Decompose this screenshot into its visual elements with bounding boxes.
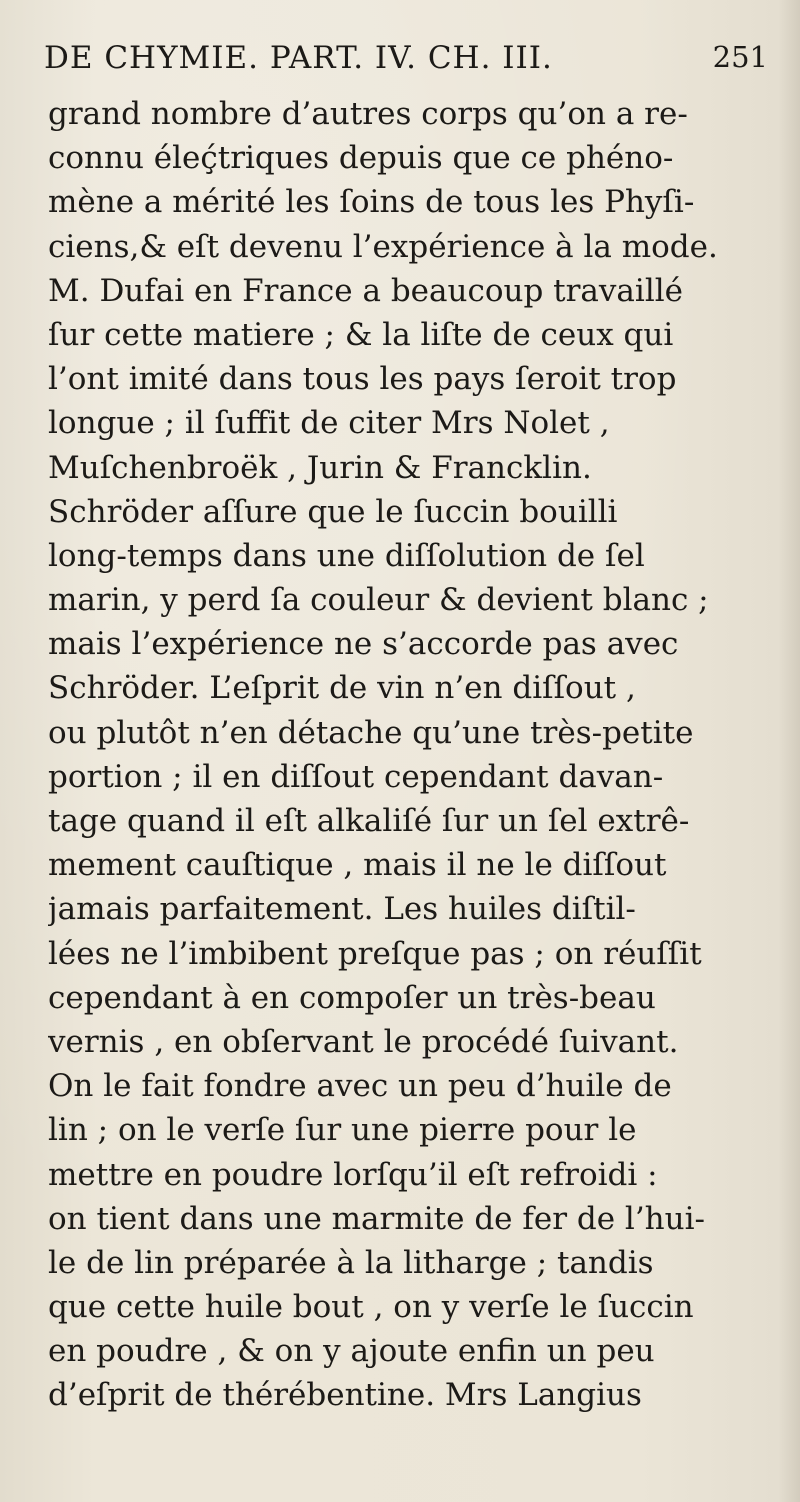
- page-number: 251: [712, 40, 768, 74]
- text-line: l’ont imité dans tous les pays ſeroit trop: [48, 361, 677, 398]
- text-line: d’eſprit de thérébentine. Mrs Langius: [48, 1377, 642, 1414]
- text-line: mettre en poudre lorſqu’il eſt refroidi :: [48, 1156, 658, 1193]
- text-line: Schröder aſſure que le ſuccin bouilli: [48, 493, 618, 530]
- text-line: long-temps dans une diſſolution de ſel: [48, 537, 645, 574]
- text-line: cependant à en compoſer un très-beau: [48, 979, 656, 1016]
- text-line: mène a mérité les ſoins de tous les Phyſi-: [48, 184, 695, 221]
- text-line: en poudre , & on y ajoute enfin un peu: [48, 1333, 655, 1370]
- text-line: longue ; il ſuffit de citer Mrs Nolet ,: [48, 405, 610, 442]
- text-line: tage quand il eſt alkaliſé ſur un ſel extrê-: [48, 803, 690, 839]
- running-head: DE CHYMIE. PART. IV. CH. III.: [44, 40, 553, 76]
- text-line: on tient dans une marmite de fer de l’hui-: [48, 1200, 705, 1237]
- text-line: lin ; on le verſe ſur une pierre pour le: [48, 1112, 637, 1149]
- text-line: vernis , en obſervant le procédé ſuivant.: [48, 1023, 679, 1060]
- text-line: ou plutôt n’en détache qu’une très-petite: [48, 714, 694, 751]
- text-line: ciens,& eſt devenu l’expérience à la mode.: [48, 228, 718, 265]
- page-header: [44, 40, 784, 84]
- text-line: marin, y perd ſa couleur & devient blanc ;: [48, 582, 709, 619]
- text-line: mais l’expérience ne s’accorde pas avec: [48, 626, 679, 663]
- text-line: connu éleḉtriques depuis que ce phéno-: [48, 140, 674, 177]
- text-line: le de lin préparée à la litharge ; tandis: [48, 1244, 654, 1281]
- text-line: jamais parfaitement. Les huiles diſtil-: [48, 891, 636, 928]
- page-edge-shadow: [778, 0, 800, 1502]
- text-line: Muſchenbroëk , Jurin & Francklin.: [48, 449, 592, 486]
- body-text: [48, 92, 768, 1418]
- text-line: lées ne l’imbibent preſque pas ; on réuſſit: [48, 935, 702, 972]
- text-line: portion ; il en diſſout cependant davan-: [48, 758, 664, 795]
- text-line: On le fait fondre avec un peu d’huile de: [48, 1068, 672, 1105]
- text-line: que cette huile bout , on y verſe le ſuccin: [48, 1289, 694, 1326]
- text-line: grand nombre d’autres corps qu’on a re-: [48, 96, 688, 132]
- text-line: Schröder. L’eſprit de vin n’en diſſout ,: [48, 670, 636, 707]
- text-line: ſur cette matiere ; & la liſte de ceux qui: [48, 316, 674, 353]
- text-line: M. Dufai en France a beaucoup travaillé: [48, 272, 684, 309]
- text-line: mement cauſtique , mais il ne le diſſout: [48, 847, 667, 884]
